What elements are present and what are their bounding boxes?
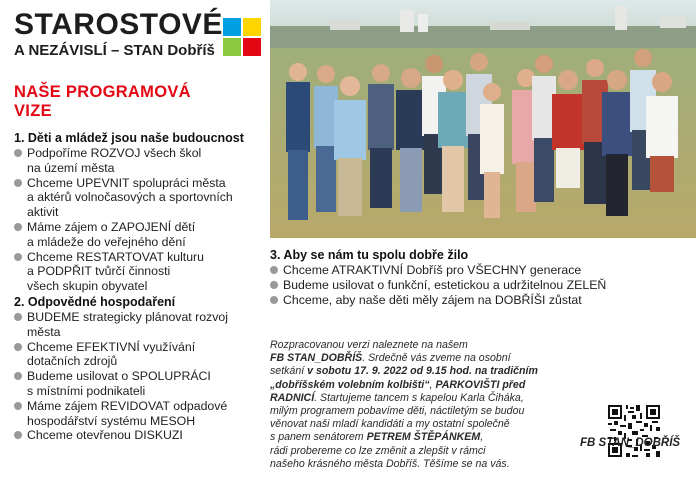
logo-square-green — [223, 38, 241, 56]
section-living-together — [270, 247, 690, 307]
logo-square-yellow — [243, 18, 261, 36]
bullet-icon — [14, 223, 22, 231]
bullet-icon — [270, 296, 278, 304]
list-item: Chceme ATRAKTIVNÍ Dobříš pro VŠECHNY generace — [270, 263, 690, 278]
stan-logo — [223, 18, 261, 56]
bullet-icon — [14, 253, 22, 261]
list-item: Chceme EFEKTIVNÍ využívání dotačních zdrojů — [14, 340, 270, 370]
bullet-icon — [14, 372, 22, 380]
list-item: Máme zájem o ZAPOJENÍ dětí a mládeže do veřejného dění — [14, 220, 270, 250]
bullet-icon — [270, 281, 278, 289]
bullet-icon — [14, 149, 22, 157]
bullet-icon — [14, 343, 22, 351]
list-item: Chceme UPEVNIT spolupráci města a aktérů volnočasových a sportovních aktivit — [14, 176, 270, 220]
qr-code[interactable] — [608, 405, 660, 457]
list-item: Podpoříme ROZVOJ všech škol na území města — [14, 146, 270, 176]
party-name: STAROSTOVÉ — [14, 8, 223, 41]
team-photo-illustration — [270, 0, 696, 238]
list-item: Chceme RESTARTOVAT kulturu a PODPŘIT tvůrčí činnosti všech skupin obyvatel — [14, 250, 270, 294]
list-item: Chceme otevřenou DISKUZI — [14, 428, 270, 443]
team-photo — [270, 0, 696, 238]
bullet-icon — [14, 179, 22, 187]
logo-square-blue — [223, 18, 241, 36]
section-heading: 2. Odpovědné hospodaření — [14, 295, 176, 309]
section-children-youth — [14, 130, 270, 294]
program-title — [14, 83, 254, 121]
party-subtitle: A NEZÁVISLÍ – STAN Dobříš — [14, 42, 215, 59]
program-title-line2: VIZE — [14, 102, 52, 120]
logo-square-red — [243, 38, 261, 56]
list-item: Budeme usilovat o SPOLUPRÁCI s místními podnikateli — [14, 369, 270, 399]
bullet-icon — [270, 266, 278, 274]
bullet-icon — [14, 313, 22, 321]
program-title-line1: NAŠE PROGRAMOVÁ — [14, 83, 191, 101]
qr-label: FB STAN_DOBŘÍŠ — [580, 437, 681, 449]
list-item: Chceme, aby naše děti měly zájem na DOBŘÍŠI zůstat — [270, 293, 690, 308]
section-responsible-management — [14, 294, 270, 443]
section-heading: 3. Aby se nám tu spolu dobře žilo — [270, 248, 469, 262]
bullet-icon — [14, 431, 22, 439]
bullet-icon — [14, 402, 22, 410]
invitation-text: Rozpracovanou verzi naleznete na našem FB STAN_DOBŘÍŠ. Srdečně vás zveme na osobní setkání v sobotu 17. 9. 2022 od 9.15 hod. na tradičním „dobříšském volebním kolbišti“, PARKOVIŠTI před RADNICÍ. Startujeme tancem s kapelou Karla Čiháka, milým programem pobavíme děti, náctiletým se budou věnovat naši mladí kandidáti a my ostatní společně s panem senátorem PETREM ŠTĚPÁNKEM, rádi probereme co lze změnit a zlepšit v rámci našeho krásného města Dobříš. Těšíme se na vás. — [270, 339, 538, 470]
list-item: Máme zájem REVIDOVAT odpadové hospodářství systému MESOH — [14, 399, 270, 429]
section-heading: 1. Děti a mládež jsou naše budoucnost — [14, 131, 244, 145]
list-item: Budeme usilovat o funkční, estetickou a udržitelnou ZELEŇ — [270, 278, 690, 293]
list-item: BUDEME strategicky plánovat rozvoj města — [14, 310, 270, 340]
